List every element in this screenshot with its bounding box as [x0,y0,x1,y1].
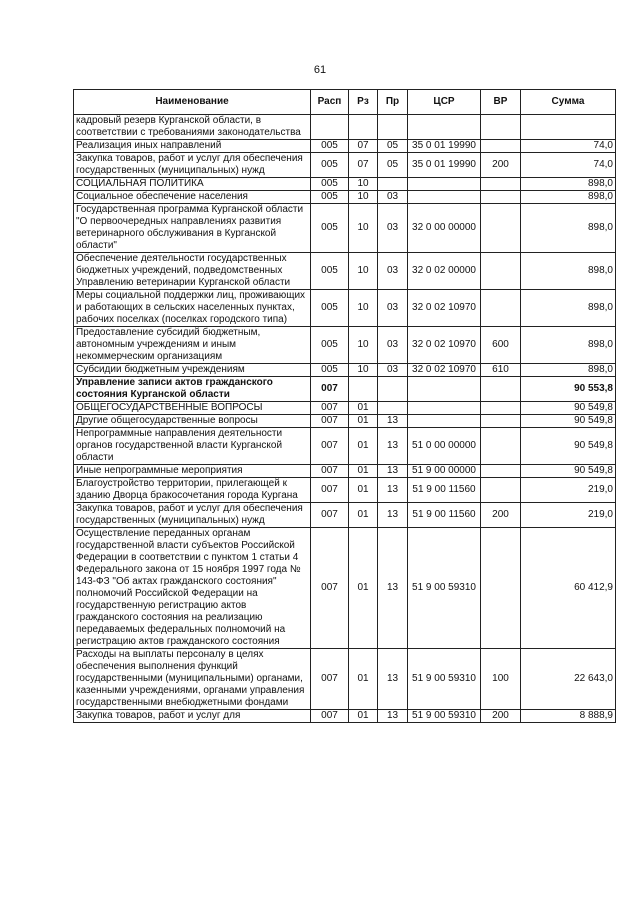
cell-sum: 90 549,8 [521,465,616,478]
table-row [74,140,616,153]
cell-vr [481,402,521,415]
cell-pr: 13 [378,710,408,723]
cell-pr [378,402,408,415]
cell-pr [378,178,408,191]
cell-name: Социальное обеспечение населения [74,191,311,204]
cell-rz: 01 [349,402,378,415]
cell-csr: 51 9 00 59310 [408,528,481,649]
cell-name: кадровый резерв Курганской области, в соответствии с требованиями законодательства [74,115,311,140]
cell-rasp: 007 [311,478,349,503]
cell-sum: 8 888,9 [521,710,616,723]
cell-pr: 03 [378,364,408,377]
cell-name: Непрограммные направления деятельности органов государственной власти Курганской области [74,428,311,465]
cell-vr: 200 [481,153,521,178]
cell-rasp: 007 [311,528,349,649]
cell-rz: 10 [349,290,378,327]
cell-pr: 03 [378,327,408,364]
table-body [74,115,616,723]
cell-csr: 32 0 02 10970 [408,290,481,327]
cell-rz: 01 [349,503,378,528]
table-row [74,415,616,428]
cell-rasp: 005 [311,364,349,377]
page-number: 61 [313,64,327,76]
table-header-row [74,90,616,115]
cell-sum: 898,0 [521,178,616,191]
cell-csr: 32 0 00 00000 [408,204,481,253]
column-header-rz: Рз [349,90,378,115]
cell-csr: 51 9 00 00000 [408,465,481,478]
cell-sum: 74,0 [521,140,616,153]
cell-name: Иные непрограммные мероприятия [74,465,311,478]
cell-csr: 51 9 00 59310 [408,710,481,723]
cell-csr: 35 0 01 19990 [408,153,481,178]
cell-pr: 13 [378,465,408,478]
cell-sum: 898,0 [521,290,616,327]
cell-csr: 51 9 00 11560 [408,503,481,528]
cell-vr: 100 [481,649,521,710]
cell-csr: 35 0 01 19990 [408,140,481,153]
cell-name: Закупка товаров, работ и услуг для обеспечения государственных (муниципальных) нужд [74,503,311,528]
table-row [74,115,616,140]
cell-rz: 10 [349,364,378,377]
cell-sum: 219,0 [521,478,616,503]
cell-rasp: 007 [311,710,349,723]
cell-vr [481,528,521,649]
table-row [74,253,616,290]
cell-vr [481,178,521,191]
cell-name: Предоставление субсидий бюджетным, автономным учреждениям и иным некоммерческим организациям [74,327,311,364]
cell-rasp: 007 [311,377,349,402]
cell-rz: 01 [349,528,378,649]
table-row [74,710,616,723]
cell-csr [408,191,481,204]
table-row [74,364,616,377]
cell-vr [481,290,521,327]
cell-pr: 03 [378,204,408,253]
cell-csr: 32 0 02 10970 [408,364,481,377]
cell-rz: 10 [349,178,378,191]
cell-sum: 90 549,8 [521,428,616,465]
cell-pr: 05 [378,153,408,178]
cell-name: Благоустройство территории, прилегающей к зданию Дворца бракосочетания города Кургана [74,478,311,503]
cell-rasp: 005 [311,178,349,191]
cell-rasp: 005 [311,191,349,204]
cell-pr: 13 [378,528,408,649]
cell-sum: 898,0 [521,327,616,364]
cell-vr [481,465,521,478]
cell-csr: 51 0 00 00000 [408,428,481,465]
cell-vr [481,191,521,204]
cell-sum: 90 549,8 [521,402,616,415]
cell-rasp: 005 [311,153,349,178]
column-header-pr: Пр [378,90,408,115]
cell-sum: 898,0 [521,191,616,204]
table-row [74,327,616,364]
cell-csr: 51 9 00 59310 [408,649,481,710]
column-header-name: Наименование [74,90,311,115]
cell-sum: 22 643,0 [521,649,616,710]
cell-rasp: 005 [311,140,349,153]
cell-vr [481,478,521,503]
cell-csr [408,178,481,191]
cell-csr: 32 0 02 10970 [408,327,481,364]
cell-vr [481,377,521,402]
cell-rasp: 007 [311,503,349,528]
cell-pr [378,115,408,140]
cell-csr [408,115,481,140]
table-row [74,204,616,253]
cell-vr [481,115,521,140]
cell-name: СОЦИАЛЬНАЯ ПОЛИТИКА [74,178,311,191]
table-row [74,478,616,503]
cell-name: Расходы на выплаты персоналу в целях обеспечения выполнения функций государственными (муниципальными) органами, казенными учреждениями, органами управления государственными внебюджетными фондами [74,649,311,710]
table-row [74,377,616,402]
cell-rasp: 007 [311,428,349,465]
cell-rasp: 007 [311,415,349,428]
cell-rasp [311,115,349,140]
cell-rasp: 007 [311,465,349,478]
cell-vr [481,204,521,253]
column-header-csr: ЦСР [408,90,481,115]
cell-rz [349,115,378,140]
table-row [74,178,616,191]
cell-sum: 74,0 [521,153,616,178]
table-row [74,649,616,710]
column-header-sum: Сумма [521,90,616,115]
cell-pr: 03 [378,290,408,327]
cell-rz: 01 [349,478,378,503]
cell-name: Закупка товаров, работ и услуг для [74,710,311,723]
cell-rasp: 005 [311,327,349,364]
cell-name: Субсидии бюджетным учреждениям [74,364,311,377]
cell-pr: 13 [378,478,408,503]
cell-vr: 200 [481,503,521,528]
cell-rz: 10 [349,204,378,253]
cell-name: Другие общегосударственные вопросы [74,415,311,428]
cell-rz: 01 [349,428,378,465]
table-row [74,290,616,327]
column-header-vr: ВР [481,90,521,115]
table-row [74,153,616,178]
cell-rz: 10 [349,327,378,364]
cell-rasp: 005 [311,253,349,290]
budget-table [73,89,616,723]
cell-rz: 10 [349,253,378,290]
cell-sum: 90 553,8 [521,377,616,402]
cell-rz: 07 [349,153,378,178]
cell-rasp: 005 [311,290,349,327]
cell-csr [408,377,481,402]
cell-csr [408,415,481,428]
cell-vr: 600 [481,327,521,364]
cell-name: Меры социальной поддержки лиц, проживающих и работающих в сельских населенных пунктах, рабочих поселках (поселках городского типа) [74,290,311,327]
cell-rz: 10 [349,191,378,204]
cell-name: Государственная программа Курганской области "О первоочередных направлениях развития ветеринарного обслуживания в Курганской области" [74,204,311,253]
cell-vr: 200 [481,710,521,723]
cell-sum [521,115,616,140]
table-row [74,503,616,528]
cell-csr [408,402,481,415]
column-header-rasp: Расп [311,90,349,115]
cell-rasp: 005 [311,204,349,253]
cell-rasp: 007 [311,402,349,415]
cell-sum: 60 412,9 [521,528,616,649]
cell-pr: 13 [378,649,408,710]
table-row [74,191,616,204]
table-row [74,428,616,465]
cell-sum: 898,0 [521,364,616,377]
cell-pr: 13 [378,503,408,528]
cell-sum: 90 549,8 [521,415,616,428]
cell-vr [481,140,521,153]
cell-name: ОБЩЕГОСУДАРСТВЕННЫЕ ВОПРОСЫ [74,402,311,415]
cell-pr [378,377,408,402]
cell-pr: 03 [378,253,408,290]
cell-name: Закупка товаров, работ и услуг для обеспечения государственных (муниципальных) нужд [74,153,311,178]
cell-rz [349,377,378,402]
cell-pr: 13 [378,415,408,428]
table-row [74,528,616,649]
cell-csr: 32 0 02 00000 [408,253,481,290]
cell-vr [481,415,521,428]
cell-name: Реализация иных направлений [74,140,311,153]
cell-sum: 898,0 [521,204,616,253]
cell-name: Управление записи актов гражданского состояния Курганской области [74,377,311,402]
cell-sum: 219,0 [521,503,616,528]
cell-name: Обеспечение деятельности государственных бюджетных учреждений, подведомственных Управлению ветеринарии Курганской области [74,253,311,290]
table-row [74,465,616,478]
cell-vr: 610 [481,364,521,377]
cell-rasp: 007 [311,649,349,710]
cell-vr [481,428,521,465]
cell-pr: 13 [378,428,408,465]
cell-rz: 07 [349,140,378,153]
cell-csr: 51 9 00 11560 [408,478,481,503]
cell-sum: 898,0 [521,253,616,290]
cell-rz: 01 [349,710,378,723]
cell-pr: 03 [378,191,408,204]
cell-rz: 01 [349,465,378,478]
table-row [74,402,616,415]
cell-rz: 01 [349,415,378,428]
cell-pr: 05 [378,140,408,153]
cell-vr [481,253,521,290]
cell-rz: 01 [349,649,378,710]
cell-name: Осуществление переданных органам государственной власти субъектов Российской Федерации в соответствии с пунктом 1 статьи 4 Федерального закона от 15 ноября 1997 года № 143-ФЗ "Об актах гражданского состояния" полномочий Российской Федерации на государственную регистрацию актов гражданского состояния на реализацию передаваемых федеральных полномочий на регистрацию актов гражданского состояния [74,528,311,649]
